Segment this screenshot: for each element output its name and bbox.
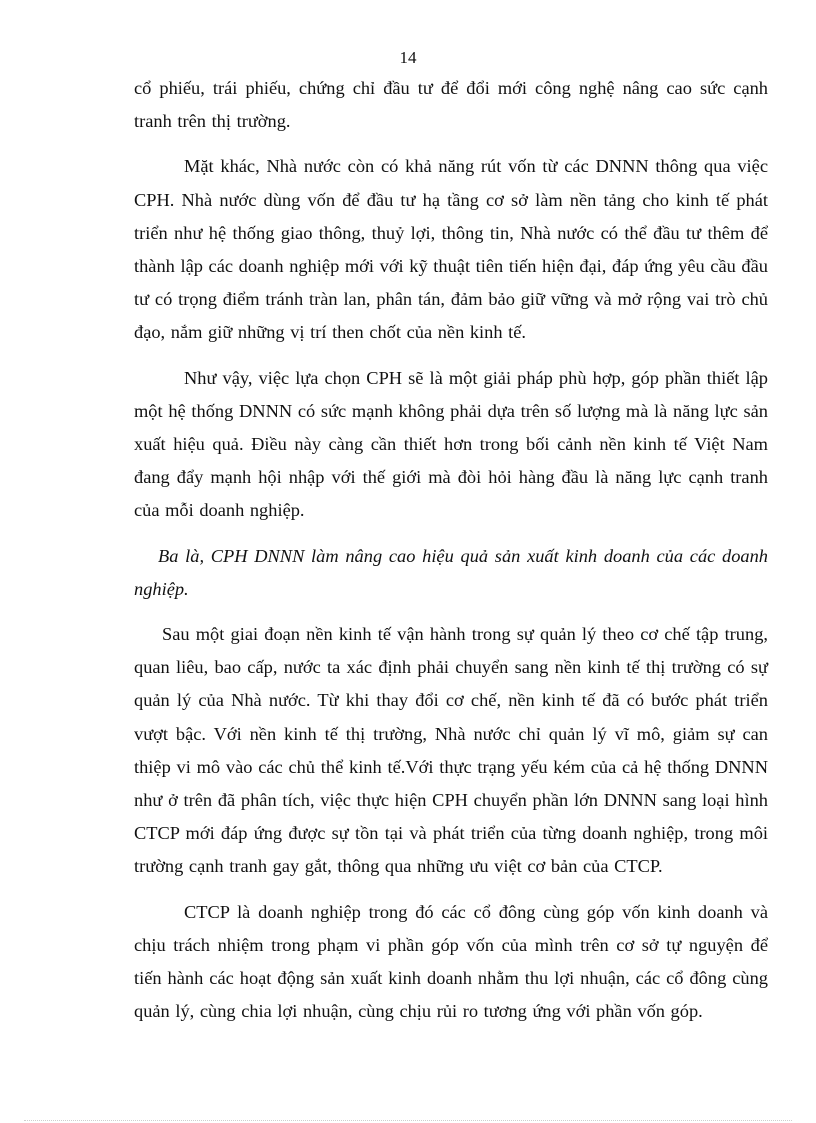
page-bottom-border <box>24 1120 792 1121</box>
paragraph-cph-solution: Như vậy, việc lựa chọn CPH sẽ là một giải pháp phù hợp, góp phần thiết lập một hệ thống DNNN có sức mạnh không phải dựa trên số lượng mà là năng lực sản xuất hiệu quả. Điều này càng cần thiết hơn trong bối cảnh nền kinh tế Việt Nam đang đẩy mạnh hội nhập với thế giới mà đòi hỏi hàng đầu là năng lực cạnh tranh của mỗi doanh nghiệp. <box>134 367 768 521</box>
paragraph-market-economy: Sau một giai đoạn nền kinh tế vận hành trong sự quản lý theo cơ chế tập trung, quan liêu, bao cấp, nước ta xác định phải chuyển sang nền kinh tế thị trường có sự quản lý của Nhà nước. Từ khi thay đổi cơ chế, nền kinh tế đã có bước phát triển vượt bậc. Với nền kinh tế thị trường, Nhà nước chỉ quản lý vĩ mô, giảm sự can thiệp vi mô vào các chủ thể kinh tế.Với thực trạng yếu kém của cả hệ thống DNNN như ở trên đã phân tích, việc thực hiện CPH chuyển phần lớn DNNN sang loại hình CTCP mới đáp ứng được sự tồn tại và phát triển của từng doanh nghiệp, trong môi trường cạnh tranh gay gắt, thông qua những ưu việt cơ bản của CTCP. <box>134 624 768 877</box>
document-body <box>134 72 768 1040</box>
paragraph-ctcp-definition: CTCP là doanh nghiệp trong đó các cổ đông cùng góp vốn kinh doanh và chịu trách nhiệm trong phạm vi phần góp vốn của mình trên cơ sở tự nguyện để tiến hành các hoạt động sản xuất kinh doanh nhằm thu lợi nhuận, các cổ đông cùng quản lý, cùng chia lợi nhuận, cùng chịu rủi ro tương ứng với phần vốn góp. <box>134 901 768 1022</box>
section-heading-third-point: Ba là, CPH DNNN làm nâng cao hiệu quả sản xuất kinh doanh của các doanh nghiệp. <box>134 545 768 599</box>
paragraph-state-capital: Mặt khác, Nhà nước còn có khả năng rút vốn từ các DNNN thông qua việc CPH. Nhà nước dùng vốn để đầu tư hạ tầng cơ sở làm nền tảng cho kinh tế phát triển như hệ thống giao thông, thuỷ lợi, thông tin, Nhà nước có thể đầu tư thêm để thành lập các doanh nghiệp mới với kỹ thuật tiên tiến hiện đại, đáp ứng yêu cầu đầu tư có trọng điểm tránh tràn lan, phân tán, đảm bảo giữ vững và mở rộng vai trò chủ đạo, nắm giữ những vị trí then chốt của nền kinh tế. <box>134 156 768 343</box>
paragraph-continuation: cổ phiếu, trái phiếu, chứng chỉ đầu tư để đổi mới công nghệ nâng cao sức cạnh tranh trên thị trường. <box>134 78 768 132</box>
page-number: 14 <box>399 48 417 67</box>
